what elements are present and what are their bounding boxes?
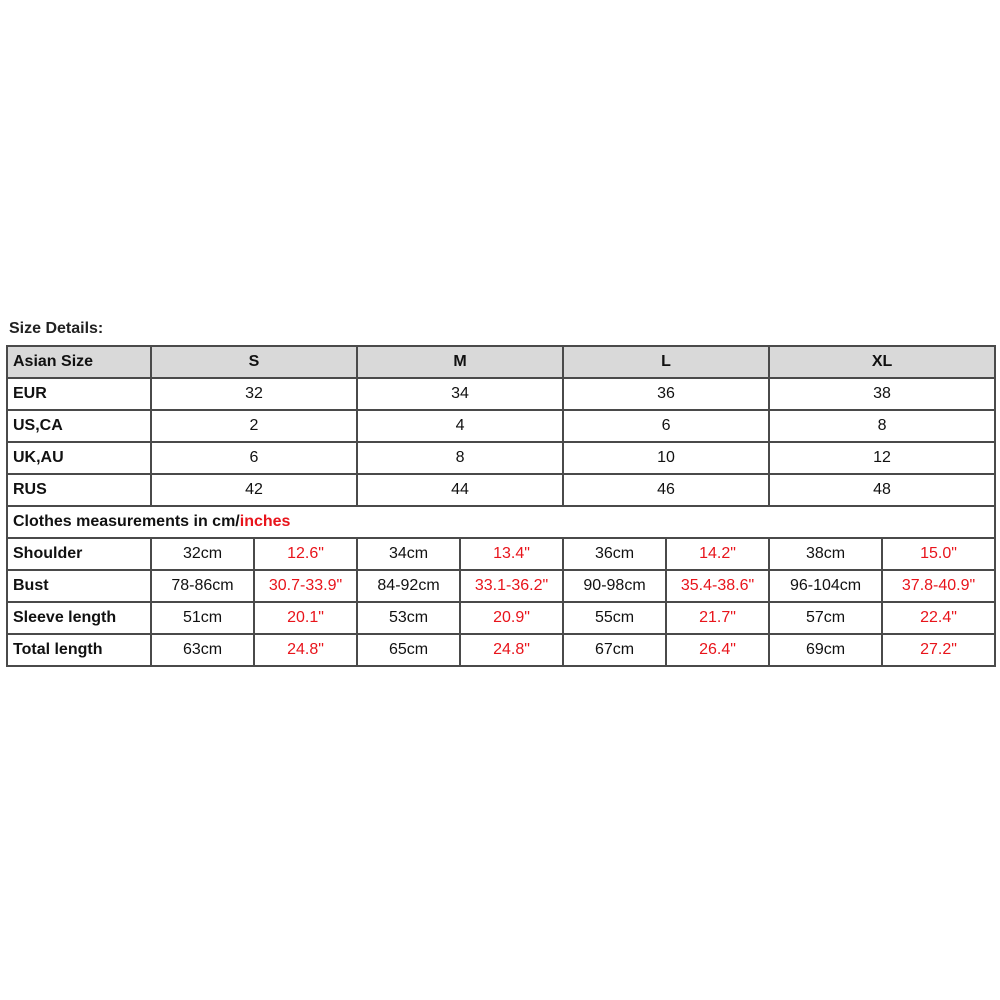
inch-cell: 15.0" xyxy=(882,538,995,570)
row-label: Bust xyxy=(7,570,151,602)
inch-cell: 26.4" xyxy=(666,634,769,666)
row-label: RUS xyxy=(7,474,151,506)
section-heading-text: Clothes measurements in cm/ xyxy=(13,513,240,530)
cm-cell: 96-104cm xyxy=(769,570,882,602)
row-label: US,CA xyxy=(7,410,151,442)
table-cell: 46 xyxy=(563,474,769,506)
inch-cell: 24.8" xyxy=(254,634,357,666)
table-row xyxy=(7,602,995,634)
inch-cell: 27.2" xyxy=(882,634,995,666)
row-label: Shoulder xyxy=(7,538,151,570)
section-heading xyxy=(7,506,995,538)
table-row xyxy=(7,570,995,602)
table-cell: 34 xyxy=(357,378,563,410)
inch-cell: 37.8-40.9" xyxy=(882,570,995,602)
cm-cell: 90-98cm xyxy=(563,570,666,602)
section-heading-highlight: inches xyxy=(239,513,291,530)
row-label: EUR xyxy=(7,378,151,410)
cm-cell: 78-86cm xyxy=(151,570,254,602)
table-cell: 10 xyxy=(563,442,769,474)
table-cell: 8 xyxy=(357,442,563,474)
page-title: Size Details: xyxy=(9,320,104,337)
table-row xyxy=(7,378,995,410)
table-cell: 48 xyxy=(769,474,995,506)
inch-cell: 20.1" xyxy=(254,602,357,634)
cm-cell: 69cm xyxy=(769,634,882,666)
inch-cell: 33.1-36.2" xyxy=(460,570,563,602)
inch-cell: 24.8" xyxy=(460,634,563,666)
table-cell: 32 xyxy=(151,378,357,410)
table-cell: 42 xyxy=(151,474,357,506)
inch-cell: 22.4" xyxy=(882,602,995,634)
cm-cell: 67cm xyxy=(563,634,666,666)
table-cell: 4 xyxy=(357,410,563,442)
table-cell: 6 xyxy=(151,442,357,474)
table-cell: 12 xyxy=(769,442,995,474)
table-cell: 36 xyxy=(563,378,769,410)
cm-cell: 65cm xyxy=(357,634,460,666)
cm-cell: 36cm xyxy=(563,538,666,570)
cm-cell: 38cm xyxy=(769,538,882,570)
table-row xyxy=(7,538,995,570)
size-header-cell: L xyxy=(563,346,769,378)
cm-cell: 84-92cm xyxy=(357,570,460,602)
cm-cell: 53cm xyxy=(357,602,460,634)
row-label: Asian Size xyxy=(7,346,151,378)
inch-cell: 30.7-33.9" xyxy=(254,570,357,602)
table-cell: 44 xyxy=(357,474,563,506)
row-label: Total length xyxy=(7,634,151,666)
table-row xyxy=(7,410,995,442)
size-header-cell: XL xyxy=(769,346,995,378)
table-row xyxy=(7,634,995,666)
cm-cell: 63cm xyxy=(151,634,254,666)
cm-cell: 55cm xyxy=(563,602,666,634)
table-cell: 8 xyxy=(769,410,995,442)
table-cell: 2 xyxy=(151,410,357,442)
size-chart-table xyxy=(6,345,996,667)
table-cell: 38 xyxy=(769,378,995,410)
size-header-cell: M xyxy=(357,346,563,378)
size-header-row xyxy=(7,346,995,378)
row-label: Sleeve length xyxy=(7,602,151,634)
cm-cell: 51cm xyxy=(151,602,254,634)
inch-cell: 21.7" xyxy=(666,602,769,634)
cm-cell: 34cm xyxy=(357,538,460,570)
size-header-cell: S xyxy=(151,346,357,378)
inch-cell: 35.4-38.6" xyxy=(666,570,769,602)
table-row xyxy=(7,474,995,506)
inch-cell: 13.4" xyxy=(460,538,563,570)
inch-cell: 12.6" xyxy=(254,538,357,570)
table-row xyxy=(7,442,995,474)
table-cell: 6 xyxy=(563,410,769,442)
cm-cell: 57cm xyxy=(769,602,882,634)
section-row xyxy=(7,506,995,538)
inch-cell: 14.2" xyxy=(666,538,769,570)
inch-cell: 20.9" xyxy=(460,602,563,634)
cm-cell: 32cm xyxy=(151,538,254,570)
row-label: UK,AU xyxy=(7,442,151,474)
